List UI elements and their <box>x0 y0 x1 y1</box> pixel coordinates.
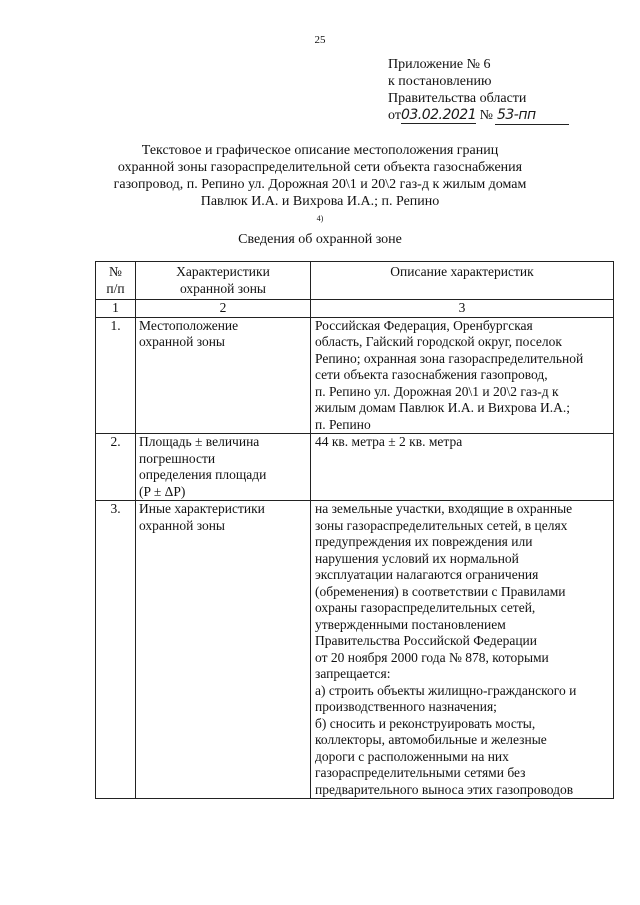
page-number: 25 <box>314 34 326 46</box>
row-characteristic: Площадь ± величина погрешности определения площади (P ± ΔP) <box>136 434 311 501</box>
header-description: Описание характеристик <box>311 262 614 300</box>
title-line: Павлюк И.А. и Вихрова И.А.; п. Репино <box>200 194 440 209</box>
appendix-line-2: к постановлению <box>388 74 492 89</box>
table-row <box>96 434 614 501</box>
appendix-line-3: Правительства области <box>388 91 527 106</box>
title-line: Текстовое и графическое описание местоположения границ <box>141 143 499 158</box>
row-description: Российская Федерация, Оренбургская область, Гайский городской округ, поселок Репино; охранная зона газораспределительной сети объекта газоснабжения газопровод, п. Репино ул. Дорожная 20\1 и 20\2 газ-д к жилым домам Павлюк И.А. и Вихрова И.А.; п. Репино <box>311 317 614 434</box>
title-line: охранной зоны газораспределительной сети объекта газоснабжения <box>117 160 523 175</box>
handwritten-date: 03.02.2021 <box>400 107 477 123</box>
appendix-title: Приложение № 6 <box>388 57 491 72</box>
row-number: 2. <box>96 434 136 501</box>
appendix-block <box>388 56 569 125</box>
title-line-last <box>80 193 560 232</box>
from-label: от <box>388 108 401 123</box>
row-number: 1. <box>96 317 136 434</box>
table-row <box>96 501 614 799</box>
header-num: № п/п <box>96 262 136 300</box>
column-number: 2 <box>136 300 311 318</box>
row-description: на земельные участки, входящие в охранные зоны газораспределительных сетей, в целях предупреждения их повреждения или нарушения условий их нормальной эксплуатации налагаются ограничения (обременения) в соответствии с Правилами охраны газораспределительных сетей, утвержденными постановлением Правительства Российской Федерации от 20 ноября 2000 года № 878, которыми запрещается: а) строить объекты жилищно-гражданского и производственного назначения; б) сносить и реконструировать мосты, коллекторы, автомобильные и железные дороги с расположенными на них газораспределительными сетями без предварительного выноса этих газопроводов <box>311 501 614 799</box>
row-description: 44 кв. метра ± 2 кв. метра <box>311 434 614 501</box>
appendix-date-line <box>388 107 569 125</box>
row-number: 3. <box>96 501 136 799</box>
document-title <box>80 142 560 232</box>
zone-info-table <box>95 261 614 799</box>
handwritten-number: 53-пп <box>495 107 569 125</box>
column-number: 1 <box>96 300 136 318</box>
row-characteristic: Иные характеристики охранной зоны <box>136 501 311 799</box>
row-characteristic: Местоположение охранной зоны <box>136 317 311 434</box>
title-footnote: 4) <box>316 214 324 223</box>
header-characteristics: Характеристики охранной зоны <box>136 262 311 300</box>
table-header-row <box>96 262 614 300</box>
number-label: № <box>479 108 493 123</box>
column-number: 3 <box>311 300 614 318</box>
column-number-row <box>96 300 614 318</box>
title-line: газопровод, п. Репино ул. Дорожная 20\1 и 20\2 газ-д к жилым домам <box>113 177 527 192</box>
table-row <box>96 317 614 434</box>
section-title: Сведения об охранной зоне <box>238 232 402 247</box>
